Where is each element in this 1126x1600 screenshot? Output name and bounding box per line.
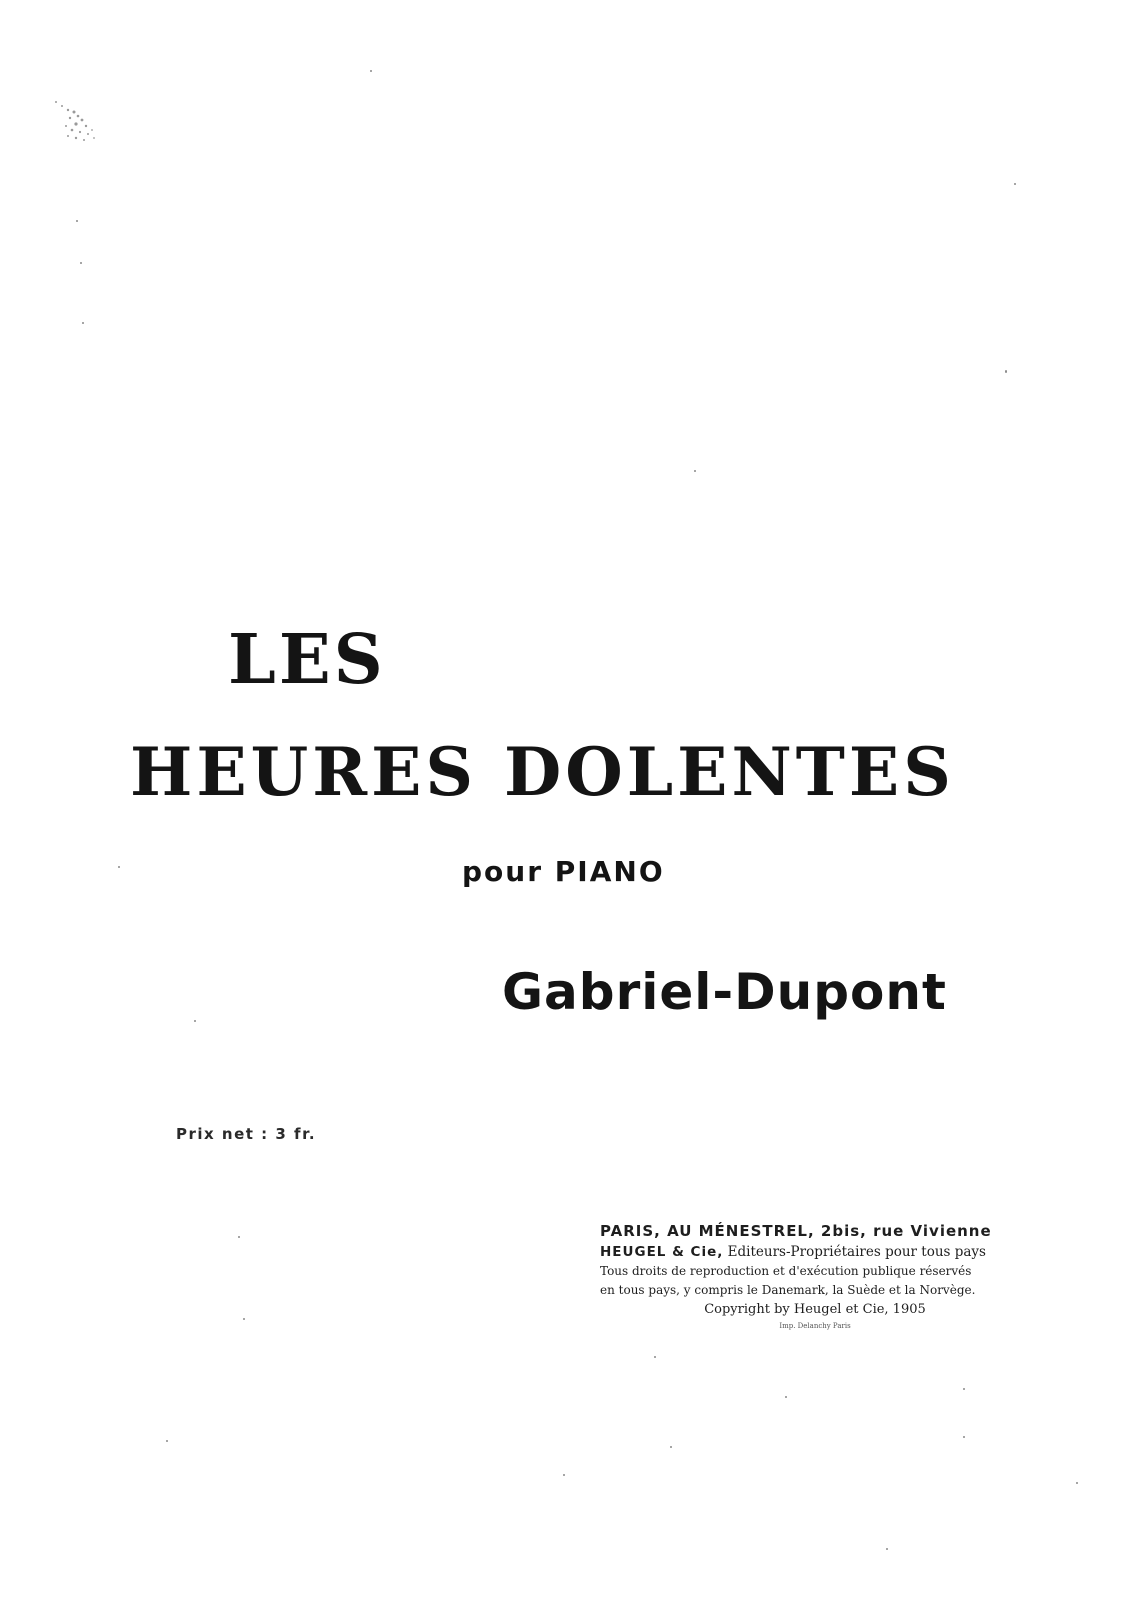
imprint-publisher-line — [600, 1242, 1070, 1262]
scan-speck — [80, 262, 82, 264]
imprint-publisher-rights: Editeurs-Propriétaires pour tous pays — [723, 1244, 986, 1260]
title-line-les: LES — [228, 620, 386, 700]
imprint-rights-line-2: en tous pays, y compris le Danemark, la Suède et la Norvège. — [600, 1283, 976, 1297]
subtitle-instrument: pour PIANO — [462, 855, 665, 888]
scan-speck — [1076, 1482, 1078, 1484]
scan-speck — [886, 1548, 888, 1550]
scan-speck — [1014, 183, 1016, 185]
faded-ornament-icon — [48, 98, 104, 150]
imprint-publisher-name: HEUGEL & Cie, — [600, 1244, 724, 1260]
scan-speck — [670, 1446, 672, 1448]
composer-name: Gabriel-Dupont — [502, 963, 947, 1021]
scan-speck — [563, 1474, 565, 1476]
scan-speck — [238, 1236, 240, 1238]
imprint-printer: Imp. Delanchy Paris — [779, 1322, 851, 1330]
scan-speck — [963, 1436, 965, 1438]
imprint-rights-line-1: Tous droits de reproduction et d'exécution publique réservés — [600, 1264, 972, 1278]
scan-speck — [76, 220, 78, 222]
scan-speck — [370, 70, 372, 72]
scan-speck — [166, 1440, 168, 1442]
scan-speck — [118, 866, 120, 868]
price-label: Prix net : 3 fr. — [176, 1125, 317, 1143]
title-line-heures-dolentes: HEURES DOLENTES — [130, 733, 955, 811]
scan-speck — [194, 1020, 196, 1022]
scan-speck — [654, 1356, 656, 1358]
scan-speck — [1005, 370, 1007, 373]
scan-speck — [82, 322, 84, 324]
scan-speck — [694, 470, 696, 472]
scan-speck — [963, 1388, 965, 1390]
imprint-copyright: Copyright by Heugel et Cie, 1905 — [704, 1302, 926, 1317]
publisher-imprint — [600, 1220, 1070, 1332]
scan-speck — [243, 1318, 245, 1320]
imprint-address: PARIS, AU MÉNESTREL, 2bis, rue Vivienne — [600, 1222, 992, 1240]
scan-speck — [785, 1396, 787, 1398]
